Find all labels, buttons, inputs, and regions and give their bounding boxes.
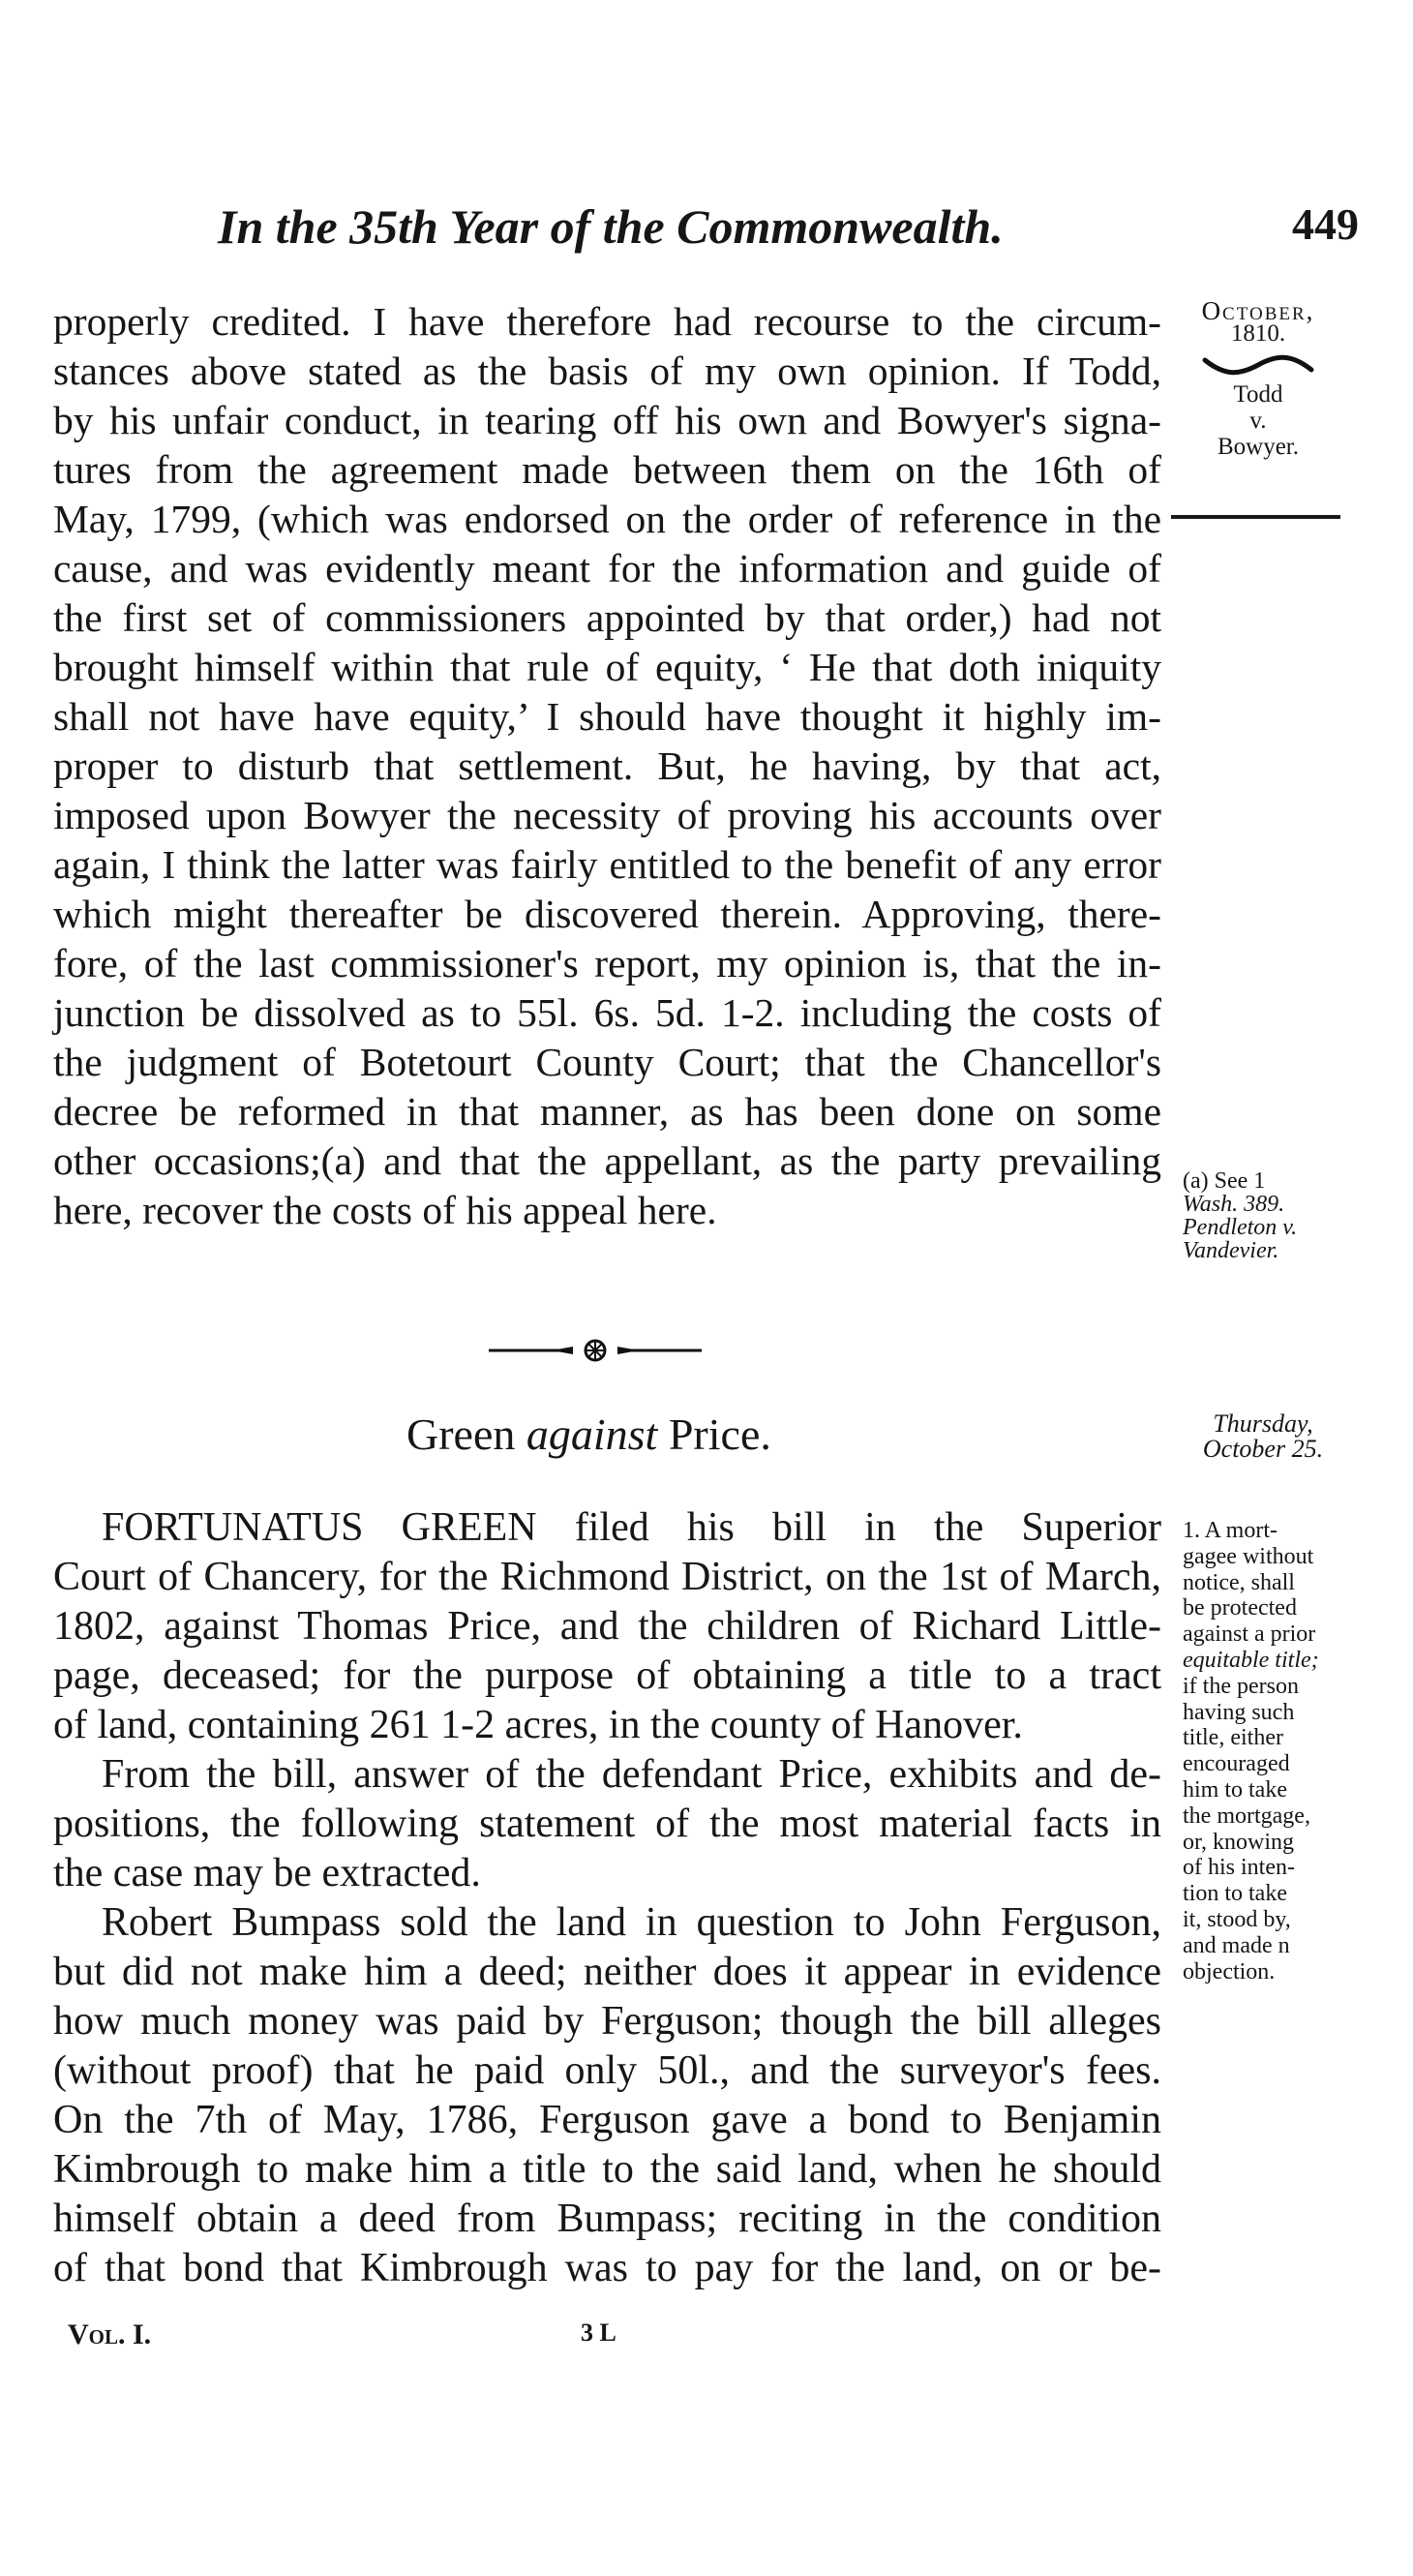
- text-line: stances above stated as the basis of my own opinion. If Todd,: [53, 349, 1161, 393]
- text-line: On the 7th of May, 1786, Ferguson gave a bond to Benjamin: [53, 2098, 1161, 2142]
- text-line: shall not have have equity,’ I should have thought it highly im-: [53, 694, 1161, 739]
- text-line: other occasions;(a) and that the appellant, as the party prevailing: [53, 1138, 1161, 1183]
- text-line: page, deceased; for the purpose of obtaining a title to a tract: [53, 1653, 1161, 1698]
- headnote-line: against a prior: [1183, 1621, 1316, 1648]
- footnote-line: Pendleton v.: [1183, 1215, 1298, 1240]
- footnote-line: Vandevier.: [1183, 1238, 1279, 1263]
- margin-year: 1810.: [1230, 320, 1286, 347]
- headnote-line: gagee without: [1183, 1543, 1314, 1569]
- text-line: imposed upon Bowyer the necessity of proving his accounts over: [53, 793, 1161, 837]
- margin-date-block: [1181, 298, 1336, 460]
- running-title: In the 35th Year of the Commonwealth.: [218, 199, 1004, 254]
- text-line: of that bond that Kimbrough was to pay for the land, on or be-: [53, 2246, 1161, 2290]
- text-line: of land, containing 261 1-2 acres, in the county of Hanover.: [53, 1703, 1023, 1747]
- text-line: junction be dissolved as to 55l. 6s. 5d. 1-2. including the costs of: [53, 990, 1161, 1035]
- margin-month: October,: [1201, 296, 1315, 325]
- headnote-line: if the person: [1183, 1673, 1299, 1699]
- text-line: Court of Chancery, for the Richmond District, on the 1st of March,: [53, 1555, 1161, 1599]
- footer-signature: 3 L: [581, 2318, 616, 2347]
- case-title: [406, 1409, 771, 1460]
- headnote-line: the mortgage,: [1183, 1803, 1310, 1829]
- decorative-swash: [1200, 352, 1316, 378]
- headnote-line: title, either: [1183, 1725, 1283, 1751]
- text-line: the first set of commissioners appointed by that order,) had not: [53, 595, 1161, 640]
- headnote-line: encouraged: [1183, 1751, 1290, 1777]
- text-line: tures from the agreement made between them on the 16th of: [53, 447, 1161, 492]
- text-line: May, 1799, (which was endorsed on the order of reference in the: [53, 497, 1161, 541]
- text-line: himself obtain a deed from Bumpass; reciting in the condition: [53, 2197, 1161, 2241]
- text-line: but did not make him a deed; neither does it appear in evidence: [53, 1950, 1161, 1994]
- text-line: here, recover the costs of his appeal here.: [53, 1188, 717, 1232]
- case-text: [53, 1503, 1161, 2293]
- text-line: FORTUNATUS GREEN filed his bill in the Superior: [102, 1505, 1161, 1550]
- margin-case-line1: Todd: [1233, 381, 1283, 408]
- footnote-line: (a) See 1: [1183, 1168, 1266, 1194]
- headnote-line: objection.: [1183, 1958, 1276, 1985]
- text-line: by his unfair conduct, in tearing off his own and Bowyer's signa-: [53, 398, 1161, 442]
- text-line: 1802, against Thomas Price, and the children of Richard Little-: [53, 1604, 1161, 1649]
- text-line: which might thereafter be discovered therein. Approving, there-: [53, 892, 1161, 936]
- text-line: positions, the following statement of the most material facts in: [53, 1802, 1161, 1846]
- case-plaintiff: Green: [406, 1409, 516, 1459]
- text-line: proper to disturb that settlement. But, he having, by that act,: [53, 743, 1161, 788]
- text-line: cause, and was evidently meant for the information and guide of: [53, 546, 1161, 591]
- text-line: Kimbrough to make him a title to the said land, when he should: [53, 2147, 1161, 2192]
- case-date: [1190, 1411, 1336, 1462]
- text-line: again, I think the latter was fairly entitled to the benefit of any error: [53, 842, 1161, 887]
- text-line: fore, of the last commissioner's report, my opinion is, that the in-: [53, 941, 1161, 985]
- headnote-line: and made n: [1183, 1932, 1290, 1958]
- text-line: (without proof) that he paid only 50l., and the surveyor's fees.: [53, 2048, 1161, 2093]
- page-number: 449: [1292, 199, 1359, 249]
- text-line: how much money was paid by Ferguson; though the bill alleges: [53, 1999, 1161, 2044]
- text-line: decree be reformed in that manner, as has been done on some: [53, 1089, 1161, 1134]
- text-line: properly credited. I have therefore had recourse to the circum-: [53, 299, 1161, 344]
- headnote-line: or, knowing: [1183, 1829, 1295, 1855]
- margin-rule: [1171, 515, 1340, 519]
- text-line: the judgment of Botetourt County Court; that the Chancellor's: [53, 1040, 1161, 1084]
- footnote-a: [1183, 1169, 1297, 1262]
- case-date-month: October 25.: [1202, 1435, 1324, 1463]
- headnote-line: notice, shall: [1183, 1569, 1295, 1595]
- case-date-day: Thursday,: [1213, 1409, 1313, 1438]
- case-defendant: Price.: [668, 1409, 771, 1459]
- margin-case-line2: v.: [1249, 408, 1267, 434]
- headnote: [1183, 1518, 1357, 1985]
- case-connector: against: [526, 1409, 658, 1459]
- headnote-line: tion to take: [1183, 1881, 1287, 1907]
- headnote-line: having such: [1183, 1699, 1295, 1725]
- text-line: brought himself within that rule of equity, ‘ He that doth iniquity: [53, 645, 1161, 689]
- text-line: Robert Bumpass sold the land in question to John Ferguson,: [102, 1900, 1161, 1945]
- headnote-line: 1. A mort-: [1183, 1518, 1278, 1543]
- headnote-line: of his inten-: [1183, 1855, 1295, 1881]
- headnote-line: it, stood by,: [1183, 1906, 1291, 1932]
- footer-volume: Vol. I.: [68, 2318, 152, 2350]
- footnote-line: Wash. 389.: [1183, 1192, 1285, 1217]
- ornament-divider: [484, 1336, 706, 1365]
- headnote-line: be protected: [1183, 1595, 1297, 1621]
- headnote-line: him to take: [1183, 1776, 1287, 1803]
- headnote-line: equitable title;: [1183, 1647, 1319, 1673]
- opinion-text: [53, 297, 1161, 1235]
- margin-case-line3: Bowyer.: [1217, 434, 1300, 460]
- text-line: the case may be extracted.: [53, 1851, 481, 1895]
- text-line: From the bill, answer of the defendant Price, exhibits and de-: [102, 1752, 1161, 1797]
